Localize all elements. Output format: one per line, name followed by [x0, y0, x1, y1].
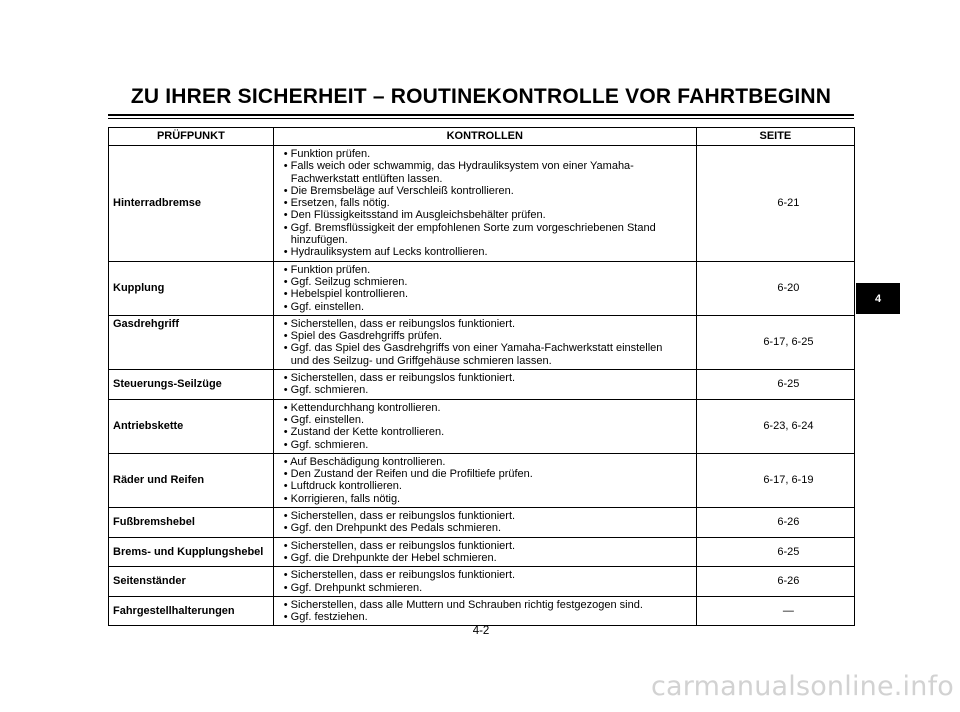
control-line: • Falls weich oder schwammig, das Hydrauliksystem von einer Yamaha-: [283, 160, 634, 173]
controls-cell: [273, 567, 696, 597]
control-line: • Ggf. einstellen.: [283, 413, 365, 426]
page-cell: [696, 567, 854, 597]
page-cell: [696, 370, 854, 400]
page-reference: 6-25: [777, 545, 800, 558]
control-line: • Funktion prüfen.: [283, 263, 371, 276]
check-point-cell: Brems- und Kupplungshebel: [109, 537, 274, 567]
control-line: • Auf Beschädigung kontrollieren.: [283, 455, 446, 468]
table-body: [109, 146, 855, 626]
control-line: • Die Bremsbeläge auf Verschleiß kontrollieren.: [283, 184, 514, 197]
control-line: • Ggf. schmieren.: [283, 438, 369, 451]
controls-cell: [273, 596, 696, 626]
check-point-cell: Steuerungs-Seilzüge: [109, 370, 274, 400]
header-controls: KONTROLLEN: [273, 128, 696, 146]
table-header-row: [109, 128, 855, 146]
page-reference: —: [782, 604, 794, 617]
page-cell: [696, 399, 854, 453]
control-line: • Ggf. das Spiel des Gasdrehgriffs von einer Yamaha-Fachwerkstatt einstellen: [283, 342, 663, 355]
controls-cell: [273, 261, 696, 315]
page-reference: 6-23, 6-24: [763, 420, 814, 433]
table-row: [109, 146, 855, 262]
control-line: • Ggf. festziehen.: [283, 611, 368, 624]
control-line: • Ersetzen, falls nötig.: [283, 197, 390, 210]
control-line: • Ggf. Drehpunkt schmieren.: [283, 581, 423, 594]
check-point-cell: Antriebskette: [109, 399, 274, 453]
check-point-cell: Kupplung: [109, 261, 274, 315]
control-line: • Sicherstellen, dass er reibungslos funktioniert.: [283, 372, 516, 385]
controls-cell: [273, 370, 696, 400]
table-row: [109, 508, 855, 538]
control-line: hinzufügen.: [290, 234, 348, 247]
control-line: • Ggf. schmieren.: [283, 384, 369, 397]
page-cell: [696, 261, 854, 315]
control-line: • Sicherstellen, dass er reibungslos funktioniert.: [283, 569, 516, 582]
control-line: • Ggf. den Drehpunkt des Pedals schmieren.: [283, 522, 502, 535]
controls-cell: [273, 537, 696, 567]
check-point-cell: Fußbremshebel: [109, 508, 274, 538]
control-line: und des Seilzug- und Griffgehäuse schmieren lassen.: [290, 354, 552, 367]
page-cell: [696, 315, 854, 369]
control-line: • Sicherstellen, dass alle Muttern und Schrauben richtig festgezogen sind.: [283, 598, 643, 611]
page-reference: 6-25: [777, 378, 800, 391]
control-line: • Sicherstellen, dass er reibungslos funktioniert.: [283, 510, 516, 523]
page-reference: 6-26: [777, 575, 800, 588]
page-cell: [696, 146, 854, 262]
control-line: • Ggf. einstellen.: [283, 300, 365, 313]
header-page: SEITE: [696, 128, 854, 146]
table-row: [109, 315, 855, 369]
table-row: [109, 567, 855, 597]
page-cell: [696, 537, 854, 567]
check-point-cell: Räder und Reifen: [109, 453, 274, 507]
control-line: • Hebelspiel kontrollieren.: [283, 288, 409, 301]
control-line: • Den Flüssigkeitsstand im Ausgleichsbehälter prüfen.: [283, 209, 546, 222]
table-row: [109, 537, 855, 567]
table-row: [109, 399, 855, 453]
page-reference: 6-17, 6-19: [763, 474, 814, 487]
page-reference: 6-21: [777, 197, 800, 210]
control-line: • Sicherstellen, dass er reibungslos funktioniert.: [283, 317, 516, 330]
controls-cell: [273, 315, 696, 369]
watermark: carmanualsonline.info: [651, 671, 954, 702]
control-line: • Hydrauliksystem auf Lecks kontrollieren.: [283, 246, 488, 259]
controls-cell: [273, 508, 696, 538]
controls-cell: [273, 146, 696, 262]
page-number: 4-2: [472, 625, 490, 637]
control-line: • Zustand der Kette kontrollieren.: [283, 426, 445, 439]
page-cell: [696, 508, 854, 538]
header-check-point: PRÜFPUNKT: [109, 128, 274, 146]
page-title: ZU IHRER SICHERHEIT – ROUTINEKONTROLLE VOR FAHRTBEGINN: [130, 85, 832, 108]
control-line: • Ggf. Bremsflüssigkeit der empfohlenen Sorte zum vorgeschriebenen Stand: [283, 221, 656, 234]
check-point-cell: Fahrgestellhalterungen: [109, 596, 274, 626]
table-row: [109, 261, 855, 315]
control-line: • Luftdruck kontrollieren.: [283, 480, 402, 493]
check-point-cell: Seitenständer: [109, 567, 274, 597]
page-reference: 6-17, 6-25: [763, 336, 814, 349]
page-reference: 6-26: [777, 516, 800, 529]
check-point-cell: Gasdrehgriff: [109, 315, 274, 369]
page-cell: [696, 596, 854, 626]
control-line: • Sicherstellen, dass er reibungslos funktioniert.: [283, 539, 516, 552]
check-point-cell: Hinterradbremse: [109, 146, 274, 262]
table-row: [109, 596, 855, 626]
title-rule-thick: [108, 114, 854, 116]
controls-cell: [273, 399, 696, 453]
control-line: • Kettendurchhang kontrollieren.: [283, 401, 441, 414]
table-row: [109, 370, 855, 400]
table-row: [109, 453, 855, 507]
control-line: • Funktion prüfen.: [283, 148, 371, 160]
control-line: Fachwerkstatt entlüften lassen.: [290, 172, 443, 185]
control-line: • Ggf. Seilzug schmieren.: [283, 275, 408, 288]
control-line: • Korrigieren, falls nötig.: [283, 492, 401, 505]
inspection-table: [108, 127, 855, 626]
title-rule-thin: [108, 118, 854, 119]
chapter-tab: 4: [856, 283, 900, 314]
control-line: • Ggf. die Drehpunkte der Hebel schmieren.: [283, 551, 497, 564]
control-line: • Spiel des Gasdrehgriffs prüfen.: [283, 330, 443, 343]
page-reference: 6-20: [777, 282, 800, 295]
control-line: • Den Zustand der Reifen und die Profiltiefe prüfen.: [283, 468, 533, 481]
controls-cell: [273, 453, 696, 507]
page-cell: [696, 453, 854, 507]
